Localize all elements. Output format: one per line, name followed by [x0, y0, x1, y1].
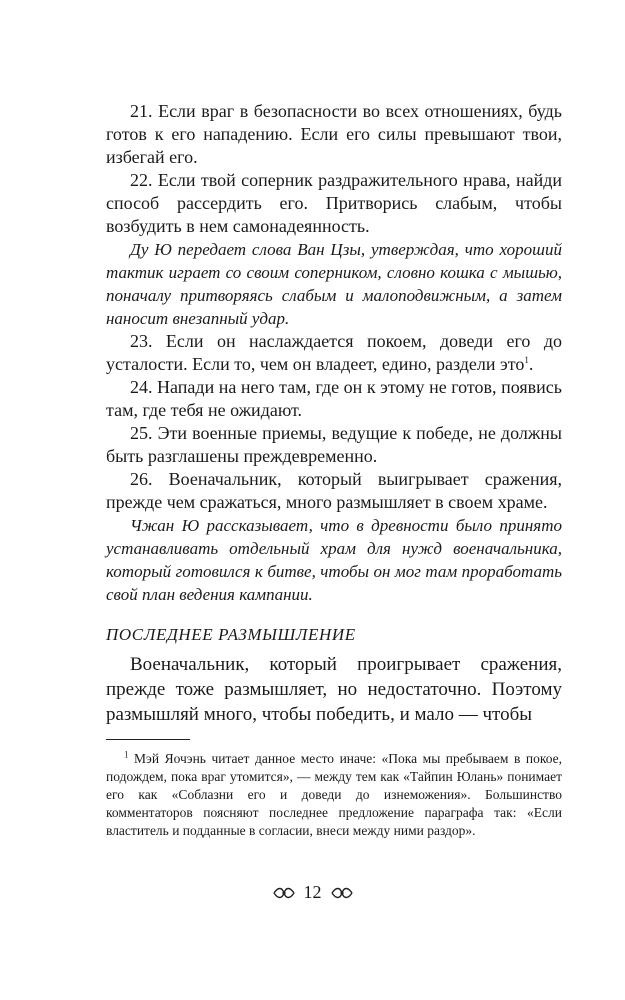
page-number: 12 [303, 882, 322, 902]
footnote [106, 750, 562, 840]
paragraph-23-text: 23. Если он наслаждается покоем, доведи его до усталости. Если то, чем он владеет, едино, раздели это [106, 331, 562, 374]
section-heading: ПОСЛЕДНЕЕ РАЗМЫШЛЕНИЕ [106, 625, 356, 644]
ornament-right-icon [330, 885, 354, 901]
footnote-text: Мэй Яочэнь читает данное место иначе: «Пока мы пребываем в покое, подождем, пока враг утомится», — между тем как «Тайпин Юлань» понимает его как «Соблазни его и доведи до изнеможения». Большинство комментаторов поясняют последнее предложение параграфа так: «Если властитель и подданные в согласии, внеси между ними раздор». [106, 751, 562, 838]
paragraph-25: 25. Эти военные приемы, ведущие к победе, не должны быть разглашены преждевременно. [106, 423, 562, 466]
paragraph-21: 21. Если враг в безопасности во всех отношениях, будь готов к его нападению. Если его силы превышают твои, избегай его. [106, 101, 562, 167]
paragraph-23: 23. Если он наслаждается покоем, доведи его до усталости. Если то, чем он владеет, едино, раздели это$^1$. [106, 331, 562, 374]
commentary-zhang-yu: Чжан Ю рассказывает, что в древности было принято устанавливать отдельный храм для нужд военачальника, который готовился к битве, чтобы он мог там проработать свой план ведения кампании. [106, 516, 562, 604]
commentary-du-yu: Ду Ю передает слова Ван Цзы, утверждая, что хороший тактик играет со своим соперником, словно кошка с мышью, поначалу притворяясь слабым и малоподвижным, а затем наносит внезапный удар. [106, 240, 562, 328]
paragraph-26: 26. Военачальник, который выигрывает сражения, прежде чем сражаться, много размышляет в своем храме. [106, 469, 562, 512]
page-folio [0, 882, 625, 903]
page-body [106, 100, 562, 840]
footnote-marker: 1 [124, 749, 129, 760]
footnote-divider [106, 739, 190, 740]
section-text: Военачальник, который проигрывает сражения, прежде тоже размышляет, но недостаточно. Поэтому размышляй много, чтобы победить, и мало — чтобы [106, 654, 562, 725]
ornament-left-icon [272, 885, 296, 901]
footnote-ref: 1 [524, 355, 529, 365]
paragraph-22: 22. Если твой соперник раздражительного нрава, найди способ рассердить его. Притворись слабым, чтобы возбудить в нем самонадеянность. [106, 170, 562, 236]
paragraph-24: 24. Напади на него там, где он к этому не готов, появись там, где тебя не ожидают. [106, 377, 562, 420]
